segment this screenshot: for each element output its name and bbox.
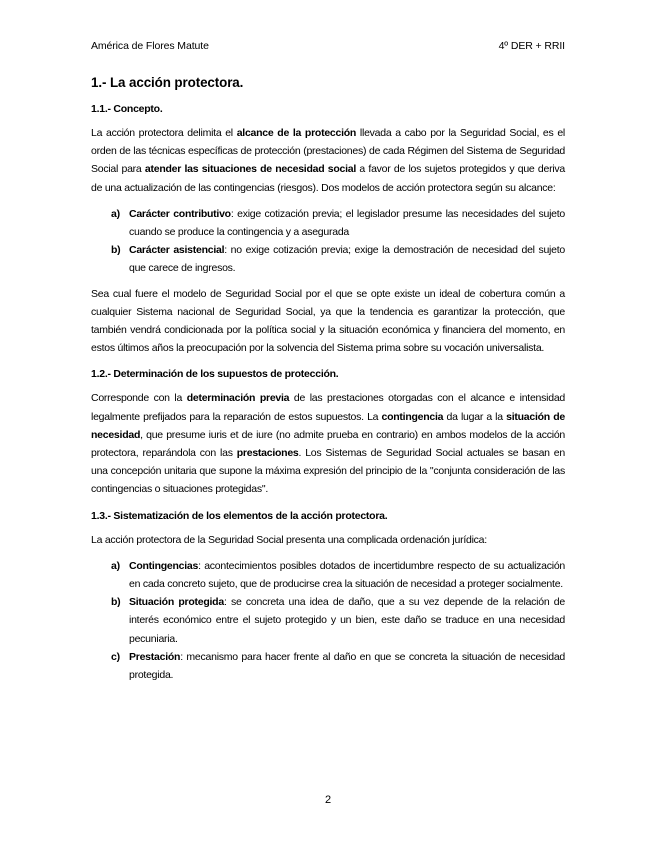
list-marker: c) (111, 650, 120, 663)
list-marker: a) (111, 559, 120, 572)
list-marker: a) (111, 207, 120, 220)
section-1-2-paragraph: Corresponde con la determinación previa de las prestaciones otorgadas con el alcance e intensidad legalmente prefijados para la reparación de estos supuestos. La contingencia da lugar a la situación de necesidad, que presume iuris et de iure (no admite prueba en contrario) en ambos modelos de la acción protectora, reparándola con las prestaciones. Los Sistemas de Seguridad Social actuales se basan en una concepción unitaria que supone la máxima expresión del principio de la "conjunta consideración de las contingencias o situaciones protegidas". (91, 392, 565, 496)
list-item-contributivo: a) Carácter contributivo: exige cotización previa; el legislador presume las necesidades del sujeto cuando se produce la contingencia y a asegurada (91, 205, 565, 241)
list-term: Carácter asistencial (129, 244, 225, 257)
page-number: 2 (324, 794, 332, 806)
document-page (91, 0, 565, 848)
list-item-asistencial: b) Carácter asistencial: no exige cotización previa; exige la demostración de necesidad del sujeto que carece de ingresos. (91, 241, 565, 277)
list-item-prestacion: c) Prestación: mecanismo para hacer frente al daño en que se concreta la situación de necesidad protegida. (91, 648, 565, 684)
elements-list (91, 557, 565, 684)
list-term: Situación protegida (129, 596, 224, 609)
list-marker: b) (111, 596, 121, 609)
section-1-title: 1.- La acción protectora. (91, 75, 244, 90)
list-term: Contingencias (129, 559, 199, 572)
list-item-situacion-protegida: b) Situación protegida: se concreta una idea de daño, que a su vez depende de la relación de interés económico entre el sujeto protegido y un bien, este daño se traduce en una necesidad pecuniaria. (91, 593, 565, 648)
list-term: Carácter contributivo (129, 207, 231, 220)
list-item-contingencias: a) Contingencias: acontecimientos posibles dotados de incertidumbre respecto de su actualización en cada concreto sujeto, que de producirse crea la situación de necesidad a proteger socialmente. (91, 557, 565, 593)
list-marker: b) (111, 244, 121, 257)
section-1-1-title: 1.1.- Concepto. (91, 103, 163, 115)
section-1-3-intro: La acción protectora de la Seguridad Social presenta una complicada ordenación jurídica: (91, 533, 487, 546)
header-author: América de Flores Matute (91, 40, 209, 52)
section-1-2-title: 1.2.- Determinación de los supuestos de protección. (91, 368, 339, 381)
section-1-3-title: 1.3.- Sistematización de los elementos de la acción protectora. (91, 509, 388, 522)
page-content (91, 72, 565, 691)
section-1-1-paragraph-2: Sea cual fuere el modelo de Seguridad Social por el que se opte existe un ideal de cobertura común a cualquier Sistema nacional de Seguridad Social, ya que la tendencia es garantizar la protección, que también vendrá condicionada por la política social y la situación económica y financiera del momento, en estos últimos años la preocupación por la solvencia del Sistema prima sobre su vocación universalista. (91, 287, 565, 355)
section-1-1-paragraph-1: La acción protectora delimita el alcance de la protección llevada a cabo por la Seguridad Social, es el orden de las técnicas específicas de protección (prestaciones) de cada Régimen del Sistema de Seguridad Social para atender las situaciones de necesidad social a favor de los sujetos protegidos y que deriva de una actualización de las contingencias (riesgos). Dos modelos de acción protectora según su alcance: (91, 127, 565, 194)
list-term: Prestación (129, 650, 181, 663)
protection-models-list (91, 205, 565, 278)
page-header (91, 40, 565, 54)
header-course: 4º DER + RRII (498, 40, 565, 52)
